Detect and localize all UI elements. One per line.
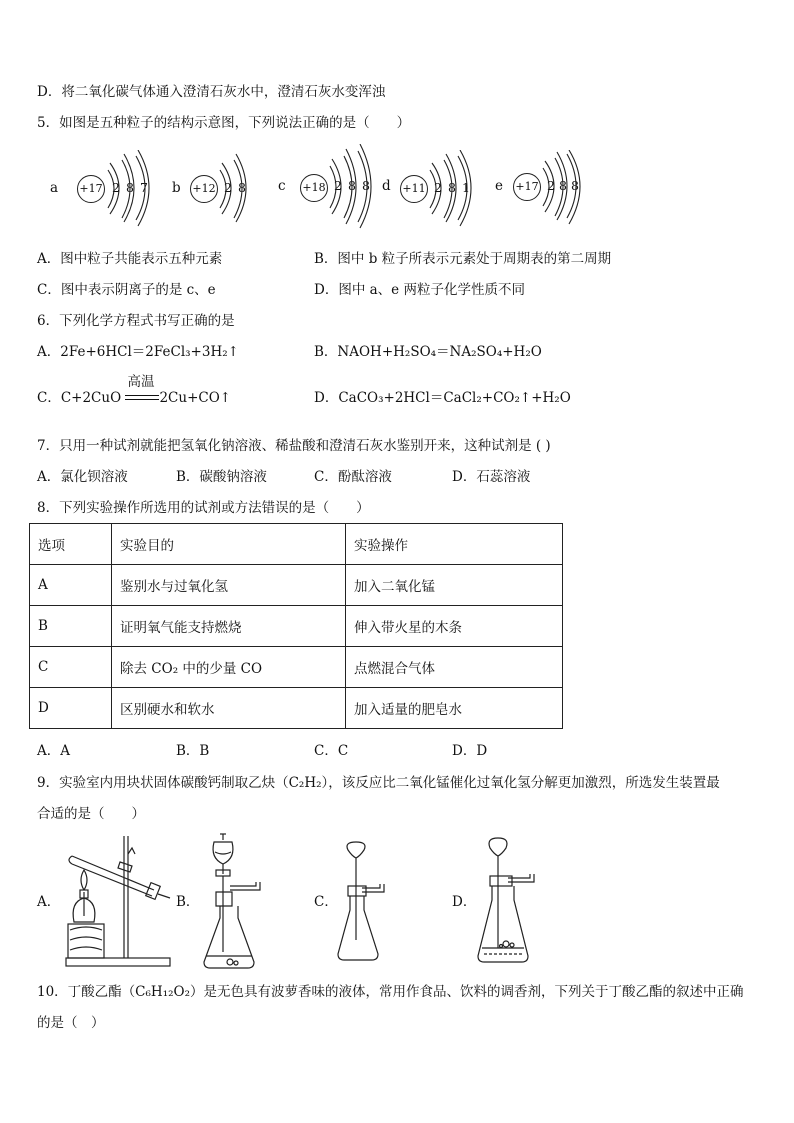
shell-count: 2 (112, 180, 120, 195)
q8-table (29, 523, 563, 729)
shell-count: 8 (571, 178, 579, 193)
table-cell: D (30, 688, 112, 729)
shell-count: 8 (448, 180, 456, 195)
q6-option-c-reactants: C．C+2CuO (37, 390, 122, 406)
nucleus: +17 (513, 173, 541, 201)
table-row (30, 606, 563, 647)
shell-count: 8 (362, 178, 370, 193)
electron-shell-arcs (278, 144, 398, 230)
table-header-cell: 选项 (30, 524, 112, 565)
q5-option-d: D．图中 a、e 两粒子化学性质不同 (314, 282, 525, 298)
shell-count: 2 (547, 178, 555, 193)
table-cell: 区别硬水和软水 (112, 688, 346, 729)
table-cell: A (30, 565, 112, 606)
q8-option-c: C．C (314, 743, 349, 759)
particle-label: b (172, 180, 181, 196)
q6-option-a: A．2Fe+6HCl＝2FeCl₃+3H₂↑ (37, 344, 239, 360)
q8-option-d: D．D (452, 743, 488, 759)
table-header-row (30, 524, 563, 565)
q5-stem: 5．如图是五种粒子的结构示意图，下列说法正确的是（ ） (37, 115, 411, 131)
q9-option-c: C． (314, 894, 338, 910)
particle-d (382, 150, 492, 230)
q10-stem-line2: 的是（ ） (37, 1015, 105, 1031)
particle-label: d (382, 178, 391, 194)
shell-count: 8 (238, 180, 246, 195)
q7-option-d: D．石蕊溶液 (452, 469, 531, 485)
q9-stem-line1: 9．实验室内用块状固体碳酸钙制取乙炔（C₂H₂），该反应比二氧化锰催化过氧化氢分解更加激烈，所选发生装置最 (37, 775, 720, 791)
electron-shell-arcs (495, 150, 605, 230)
q8-stem: 8．下列实验操作所选用的试剂或方法错误的是（ ） (37, 500, 370, 516)
table-cell: 加入适量的肥皂水 (346, 688, 563, 729)
shell-count: 8 (559, 178, 567, 193)
reaction-condition-arrow (125, 374, 159, 407)
q6-option-b: B．NAOH+H₂SO₄＝NA₂SO₄+H₂O (314, 344, 542, 360)
q6-stem: 6．下列化学方程式书写正确的是 (37, 313, 235, 329)
q9-option-d: D． (452, 894, 477, 910)
shell-count: 2 (224, 180, 232, 195)
table-cell: 除去 CO₂ 中的少量 CO (112, 647, 346, 688)
apparatus-d-flask-with-perforated-plate (472, 836, 542, 970)
nucleus: +12 (190, 175, 218, 203)
shell-count: 1 (462, 180, 470, 195)
shell-count: 8 (348, 178, 356, 193)
table-cell: C (30, 647, 112, 688)
table-row (30, 565, 563, 606)
nucleus: +18 (300, 174, 328, 202)
shell-count: 2 (434, 180, 442, 195)
q9-stem-line2: 合适的是（ ） (37, 806, 145, 822)
q8-option-b: B．B (176, 743, 210, 759)
particle-label: e (495, 178, 503, 194)
reaction-condition: 高温 (127, 374, 155, 390)
apparatus-a-heating-stand (58, 832, 176, 970)
q9-option-b: B． (176, 894, 200, 910)
table-cell: 伸入带火星的木条 (346, 606, 563, 647)
q6-option-c-products: 2Cu+CO↑ (159, 390, 232, 406)
apparatus-b-separatory-funnel-flask (196, 832, 278, 972)
shell-count: 8 (126, 180, 134, 195)
q7-option-a: A．氯化钡溶液 (37, 469, 128, 485)
table-cell: B (30, 606, 112, 647)
table-header-cell: 实验目的 (112, 524, 346, 565)
q10-stem-line1: 10．丁酸乙酯（C₆H₁₂O₂）是无色具有波萝香味的液体，常用作食品、饮料的调香剂，下列关于丁酸乙酯的叙述中正确 (37, 984, 744, 1000)
table-header-cell: 实验操作 (346, 524, 563, 565)
q7-stem: 7．只用一种试剂就能把氢氧化钠溶液、稀盐酸和澄清石灰水鉴别开来，这种试剂是 ( ) (37, 438, 551, 454)
q9-option-a: A． (37, 894, 61, 910)
particle-a (50, 150, 170, 230)
table-cell: 鉴别水与过氧化氢 (112, 565, 346, 606)
table-cell: 点燃混合气体 (346, 647, 563, 688)
electron-shell-arcs (382, 150, 492, 230)
table-row (30, 647, 563, 688)
electron-shell-arcs (50, 150, 170, 230)
particle-c (278, 144, 398, 230)
nucleus: +17 (77, 175, 105, 203)
q7-option-b: B．碳酸钠溶液 (176, 469, 267, 485)
particle-b (172, 150, 272, 230)
q7-option-c: C．酚酞溶液 (314, 469, 392, 485)
table-row (30, 688, 563, 729)
q6-option-c (37, 374, 232, 407)
q5-option-b: B．图中 b 粒子所表示元素处于周期表的第二周期 (314, 251, 612, 267)
table-cell: 证明氧气能支持燃烧 (112, 606, 346, 647)
q6-option-d: D．CaCO₃+2HCl＝CaCl₂+CO₂↑+H₂O (314, 390, 571, 406)
particle-label: a (50, 180, 59, 196)
shell-count: 2 (334, 178, 342, 193)
q5-option-c: C．图中表示阴离子的是 c、e (37, 282, 216, 298)
table-cell: 加入二氧化锰 (346, 565, 563, 606)
particle-label: c (278, 178, 286, 194)
q4-option-d: D．将二氧化碳气体通入澄清石灰水中，澄清石灰水变浑浊 (37, 84, 386, 100)
shell-count: 7 (140, 180, 148, 195)
apparatus-c-long-neck-funnel-flask (334, 840, 400, 966)
particle-e (495, 150, 605, 230)
electron-shell-arcs (172, 150, 272, 230)
q5-option-a: A．图中粒子共能表示五种元素 (37, 251, 223, 267)
q8-option-a: A．A (37, 743, 70, 759)
nucleus: +11 (400, 175, 428, 203)
